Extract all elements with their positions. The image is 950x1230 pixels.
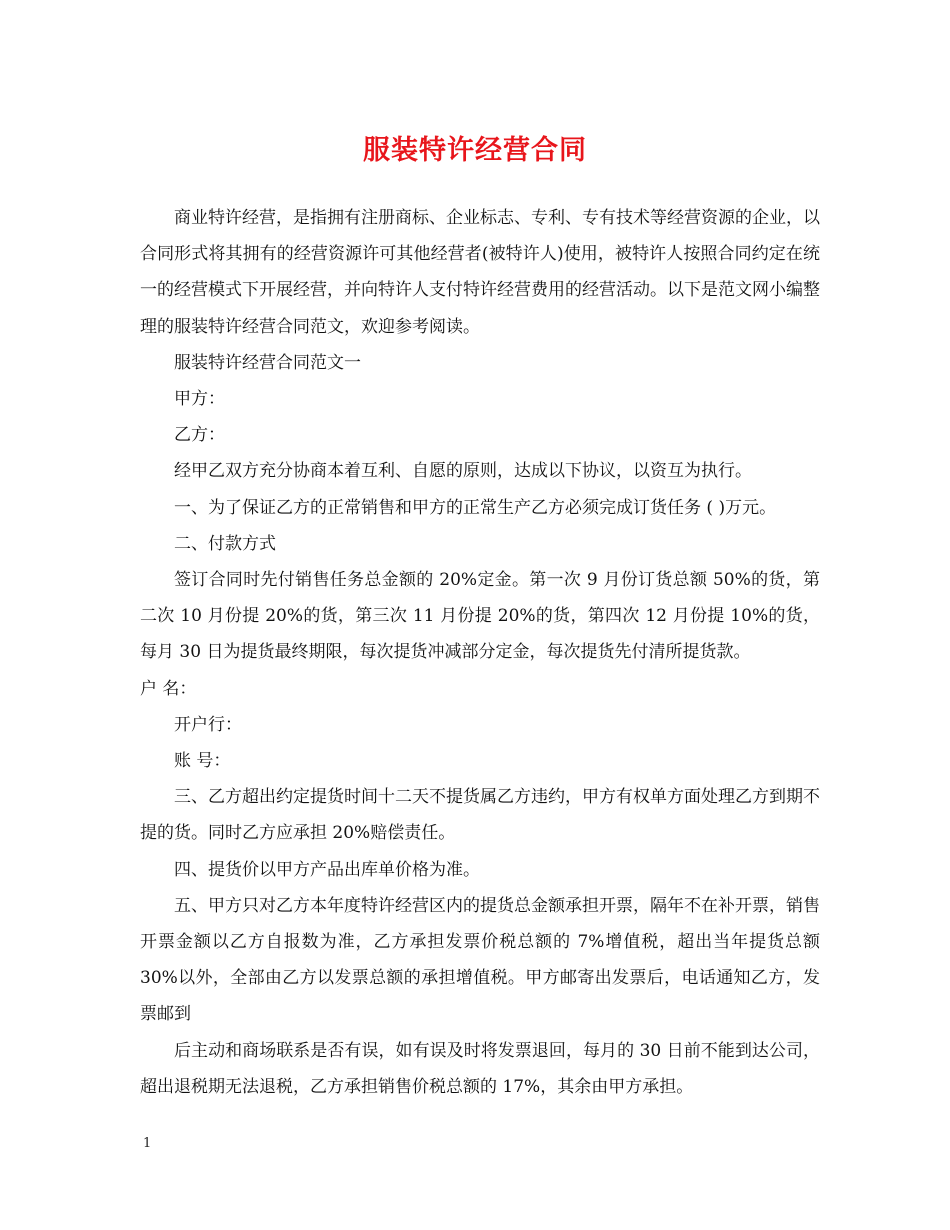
clause-5-continued: 后主动和商场联系是否有误，如有误及时将发票退回，每月的 30 日前不能到达公司，超出退税期无法退税，乙方承担销售价税总额的 17%，其余由甲方承担。 bbox=[140, 1040, 820, 1097]
account-name-line: 户 名： bbox=[140, 678, 197, 699]
clause-2-heading: 二、付款方式 bbox=[174, 533, 276, 554]
party-a-line: 甲方： bbox=[174, 389, 225, 410]
clause-5: 五、甲方只对乙方本年度特许经营区内的提货总金额承担开票，隔年不在补开票，销售开票金额以乙方自报数为准，乙方承担发票价税总额的 7%增值税，超出当年提货总额 30%以外，全部由乙方以发票总额的承担增值税。甲方邮寄出发票后，电话通知乙方，发票邮到 bbox=[140, 895, 820, 1025]
payment-paragraph: 签订合同时先付销售任务总金额的 20%定金。第一次 9 月份订货总额 50%的货，第二次 10 月份提 20%的货，第三次 11 月份提 20%的货，第四次 12 月份提 10%的货，每月 30 日为提货最终期限，每次提货冲减部分定金，每次提货先付清所提货款。 bbox=[140, 570, 820, 663]
sample-heading: 服装特许经营合同范文一 bbox=[174, 352, 361, 373]
document-title: 服装特许经营合同 bbox=[363, 135, 587, 166]
bank-line: 开户行： bbox=[174, 714, 242, 735]
page-number: 1 bbox=[143, 1136, 152, 1151]
clause-3: 三、乙方超出约定提货时间十二天不提货属乙方违约，甲方有权单方面处理乙方到期不提的货。同时乙方应承担 20%赔偿责任。 bbox=[140, 787, 820, 844]
account-number-line: 账 号： bbox=[174, 751, 231, 772]
clause-4: 四、提货价以甲方产品出库单价格为准。 bbox=[174, 859, 480, 880]
document-body bbox=[140, 200, 820, 1105]
agreement-paragraph: 经甲乙双方充分协商本着互利、自愿的原则，达成以下协议，以资互为执行。 bbox=[174, 461, 752, 482]
intro-paragraph: 商业特许经营，是指拥有注册商标、企业标志、专利、专有技术等经营资源的企业，以合同形式将其拥有的经营资源许可其他经营者(被特许人)使用，被特许人按照合同约定在统一的经营模式下开展经营，并向特许人支付特许经营费用的经营活动。以下是范文网小编整理的服装特许经营合同范文，欢迎参考阅读。 bbox=[140, 208, 820, 337]
party-b-line: 乙方： bbox=[174, 425, 225, 446]
clause-1: 一、为了保证乙方的正常销售和甲方的正常生产乙方必须完成订货任务 ( )万元。 bbox=[174, 497, 777, 518]
